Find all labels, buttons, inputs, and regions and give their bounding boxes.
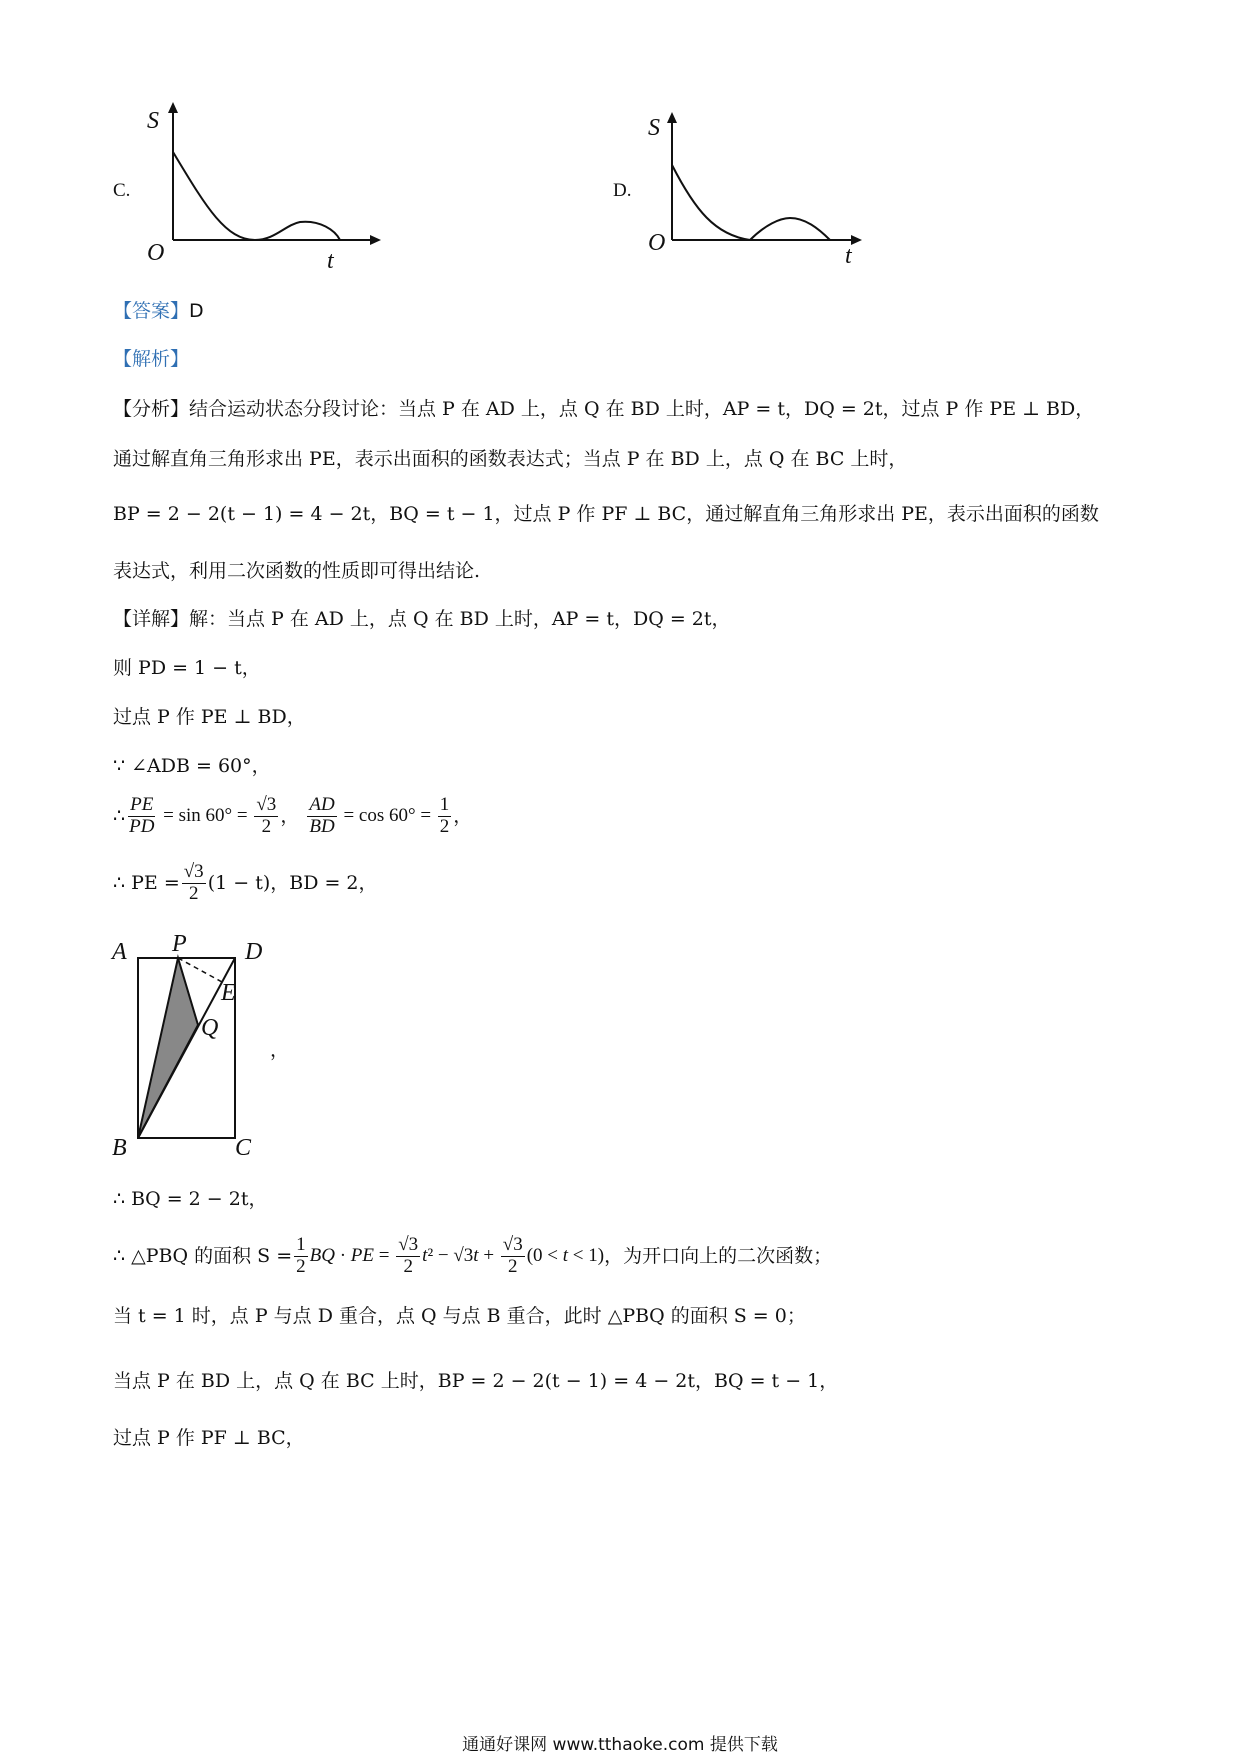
fenxi-tag: 【分析】: [113, 398, 190, 420]
d-axis-s: S: [648, 115, 660, 141]
analysis-tag-line: [113, 348, 189, 371]
fig-q: Q: [201, 1015, 219, 1041]
fig-a: A: [112, 939, 127, 965]
detail-line-10: 当点 P 在 BD 上，点 Q 在 BC 上时，BP = 2 − 2(t − 1) = 4 − 2t，BQ = t − 1，: [113, 1370, 839, 1392]
fenxi-line-1: [113, 398, 1094, 421]
answer-tag: 【答案】: [113, 300, 190, 322]
option-c-label: C.: [113, 180, 131, 201]
fig-b: B: [112, 1135, 127, 1161]
fig-d: D: [245, 939, 263, 965]
detail-line-4: ∵ ∠ADB = 60°，: [113, 755, 271, 777]
detail-line-9: 当 t = 1 时，点 P 与点 D 重合，点 Q 与点 B 重合，此时 △PBQ 的面积 S = 0；: [113, 1305, 806, 1327]
answer-value: D: [189, 300, 204, 322]
figure-comma: ，: [270, 1039, 290, 1061]
detail-line-7: ∴ BQ = 2 − 2t，: [113, 1188, 268, 1210]
fig-e: E: [221, 980, 236, 1006]
fenxi-line-4: 表达式，利用二次函数的性质即可得出结论.: [113, 560, 481, 582]
option-d-label: D.: [613, 180, 632, 201]
detail-line-5: ∴ $\frac{PE}{PD}$ = sin 60° = $\frac{√3}{2}$ ， $\frac{AD}{BD}$ = cos 60° = $\frac{1}{2}$ ，: [113, 794, 473, 837]
detail-tag: 【详解】: [113, 608, 190, 630]
d-axis-o: O: [648, 230, 666, 256]
detail-text-1: 解：当点 P 在 AD 上，点 Q 在 BD 上时，AP = t，DQ = 2t，: [189, 608, 731, 630]
c-axis-o: O: [147, 240, 165, 266]
option-d-graph: [640, 110, 870, 270]
fenxi-line-2: 通过解直角三角形求出 PE，表示出面积的函数表达式；当点 P 在 BD 上，点 Q 在 BC 上时，: [113, 448, 908, 470]
geometry-figure: [105, 925, 295, 1165]
detail-line-3: 过点 P 作 PE ⊥ BD，: [113, 706, 306, 728]
d-axis-t: t: [845, 243, 852, 269]
c-axis-t: t: [327, 248, 334, 270]
fig-c: C: [235, 1135, 252, 1161]
detail-line-1: [113, 608, 731, 631]
detail-line-6: ∴ PE = $\frac{√3}{2}$ (1 − t)，BD = 2，: [113, 861, 378, 904]
option-c-graph: [135, 100, 385, 270]
detail-line-11: 过点 P 作 PF ⊥ BC，: [113, 1427, 305, 1449]
footer-text: 通通好课网 www.tthaoke.com 提供下载: [462, 1735, 778, 1755]
fig-p: P: [172, 931, 187, 957]
detail-line-8: ∴ △PBQ 的面积 S = $\frac{1}{2}$ BQ · PE = $\frac{√3}{2}$ t² − √3t + $\frac{√3}{2}$ (0 < t < 1) ，为开口向上的二次函数；: [113, 1234, 833, 1277]
fenxi-line-3: BP = 2 − 2(t − 1) = 4 − 2t，BQ = t − 1，过点 P 作 PF ⊥ BC，通过解直角三角形求出 PE，表示出面积的函数: [113, 503, 1099, 525]
fenxi-text-1: 结合运动状态分段讨论：当点 P 在 AD 上，点 Q 在 BD 上时，AP = t，DQ = 2t，过点 P 作 PE ⊥ BD，: [189, 398, 1095, 420]
c-axis-s: S: [147, 108, 159, 134]
answer-line: [113, 300, 204, 323]
detail-line-2: 则 PD = 1 − t，: [113, 657, 261, 679]
analysis-tag: 【解析】: [113, 348, 190, 370]
